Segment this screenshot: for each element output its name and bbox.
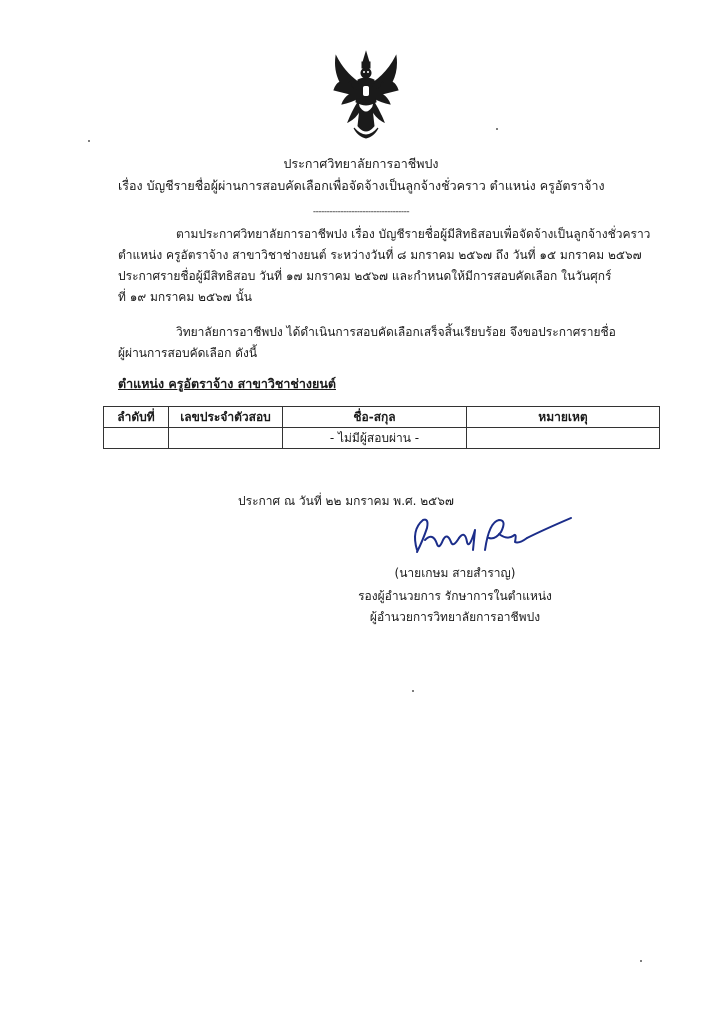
signer-role-1: รองผู้อำนวยการ รักษาการในตำแหน่ง — [358, 589, 552, 603]
section-heading: ตำแหน่ง ครูอัตราจ้าง สาขาวิชาช่างยนต์ — [118, 376, 336, 391]
table-header-cell: ชื่อ-สกุล — [283, 407, 467, 428]
table-row — [104, 428, 660, 449]
signer-role-2: ผู้อำนวยการวิทยาลัยการอาชีพปง — [369, 610, 541, 624]
announcement-title: ประกาศวิทยาลัยการอาชีพปง — [283, 156, 439, 171]
table-header-cell: เลขประจำตัวสอบ — [169, 407, 283, 428]
paragraph-2-line: วิทยาลัยการอาชีพปง ได้ดำเนินการสอบคัดเลือกเสร็จสิ้นเรียบร้อย จึงขอประกาศรายชื่อ — [176, 325, 616, 339]
scan-speck — [640, 960, 642, 962]
paragraph-1 — [118, 224, 658, 308]
table-cell — [169, 428, 283, 449]
table-cell — [467, 428, 660, 449]
garuda-emblem-icon — [330, 50, 402, 142]
signature-icon — [403, 510, 573, 560]
scan-speck — [496, 128, 498, 130]
paragraph-1-line: ตามประกาศวิทยาลัยการอาชีพปง เรื่อง บัญชีรายชื่อผู้มีสิทธิสอบเพื่อจัดจ้างเป็นลูกจ้างชั่วคราว — [176, 227, 651, 241]
signer-name: (นายเกษม สายสำราญ) — [394, 566, 516, 580]
results-table — [103, 406, 660, 449]
table-header-cell: ลำดับที่ — [104, 407, 169, 428]
table-header-row — [104, 407, 660, 428]
separator-line: ----------------------------------- — [312, 207, 410, 217]
scan-speck — [88, 140, 90, 142]
table-cell — [104, 428, 169, 449]
paragraph-2-line: ผู้ผ่านการสอบคัดเลือก ดังนี้ — [118, 346, 258, 360]
table-header-cell: หมายเหตุ — [467, 407, 660, 428]
scan-speck — [412, 690, 414, 692]
paragraph-2 — [118, 322, 658, 364]
paragraph-1-line: ตำแหน่ง ครูอัตราจ้าง สาขาวิชาช่างยนต์ ระหว่างวันที่ ๘ มกราคม ๒๕๖๗ ถึง วันที่ ๑๕ มกราคม ๒๕๖๗ — [118, 248, 642, 262]
table-cell: - ไม่มีผู้สอบผ่าน - — [283, 428, 467, 449]
paragraph-1-line: ที่ ๑๙ มกราคม ๒๕๖๗ นั้น — [118, 290, 252, 304]
paragraph-1-line: ประกาศรายชื่อผู้มีสิทธิสอบ วันที่ ๑๗ มกราคม ๒๕๖๗ และกำหนดให้มีการสอบคัดเลือก ในวันศุกร์ — [118, 269, 612, 283]
announcement-subject: เรื่อง บัญชีรายชื่อผู้ผ่านการสอบคัดเลือกเพื่อจัดจ้างเป็นลูกจ้างชั่วคราว ตำแหน่ง ครูอัตราจ้าง — [118, 178, 605, 193]
announce-date: ประกาศ ณ วันที่ ๒๒ มกราคม พ.ศ. ๒๕๖๗ — [238, 494, 454, 508]
